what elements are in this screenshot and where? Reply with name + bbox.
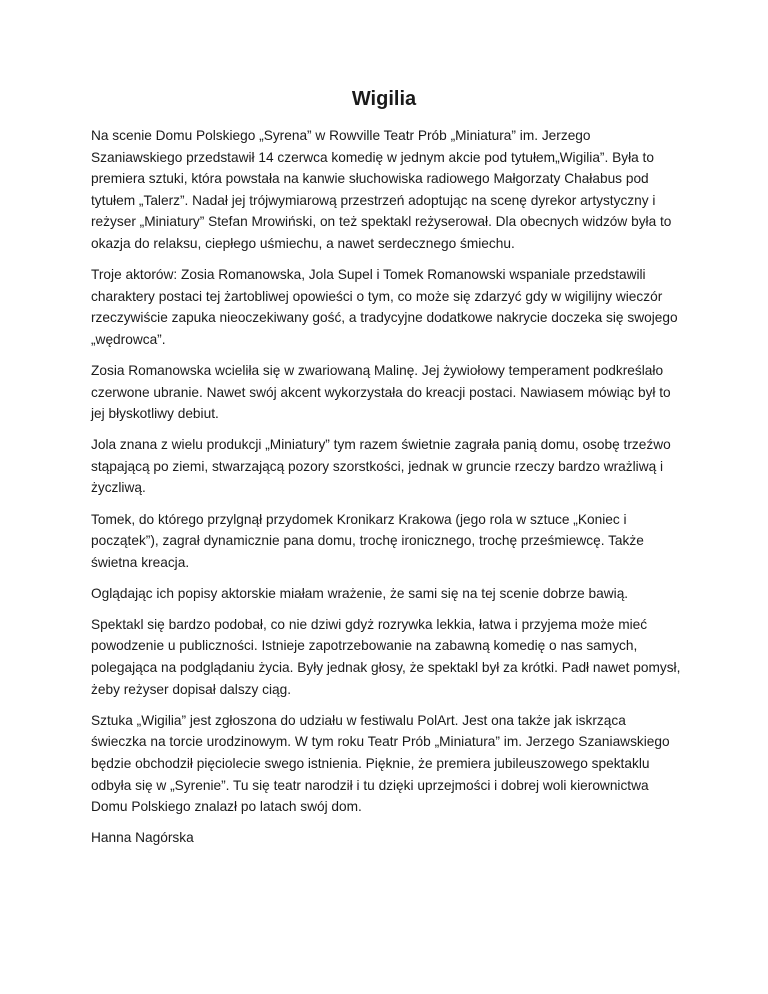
paragraph-6: Oglądając ich popisy aktorskie miałam wrażenie, że sami się na tej scenie dobrze bawią. [91, 585, 629, 601]
paragraph-8: Sztuka „Wigilia” jest zgłoszona do udziału w festiwalu PolArt. Jest ona także jak iskrząca świeczka na torcie urodzinowym. W tym roku Teatr Prób „Miniatura” im. Jerzego Szaniawskiego będzie obchodził pięciolecie swego istnienia. Pięknie, że premiera jubileuszowego spektaklu odbyła się w „Syrenie”. Tu się teatr narodził i tu dzięki uprzejmości i dobrej woli kierownictwa Domu Polskiego znalazł po latach swój dom. [91, 712, 670, 815]
paragraph-3: Zosia Romanowska wcieliła się w zwariowaną Malinę. Jej żywiołowy temperament podkreślało czerwone ubranie. Nawet swój akcent wykorzystała do kreacji postaci. Nawiasem mówiąc był to jej błyskotliwy debiut. [91, 362, 671, 422]
paragraph-2: Troje aktorów: Zosia Romanowska, Jola Supel i Tomek Romanowski wspaniale przedstawili charaktery postaci tej żartobliwej opowieści o tym, co może się zdarzyć gdy w wigilijny wieczór rzeczywiście zapuka nieoczekiwany gość, a tradycyjne dodatkowe nakrycie doczeka się swojego „wędrowca”. [91, 267, 678, 347]
paragraph-4: Jola znana z wielu produkcji „Miniatury” tym razem świetnie zagrała panią domu, osobę trzeźwo stąpającą po ziemi, stwarzającą pozory szorstkości, jednak w gruncie rzeczy bardzo wrażliwą i życzliwą. [91, 437, 671, 496]
paragraph-1: Na scenie Domu Polskiego „Syrena” w Rowville Teatr Prób „Miniatura” im. Jerzego Szaniawskiego przedstawił 14 czerwca komedię w jednym akcie pod tytułem„Wigilia”. Była to premiera sztuki, która powstała na kanwie słuchowiska radiowego Małgorzaty Chałabus pod tytułem „Talerz”. Nadał jej trójwymiarową przestrzeń adoptując na scenę dyrekor artystyczny i reżyser „Miniatury” Stefan Mrowiński, on też spektakl reżyserował. Dla obecnych widzów była to okazja do relaksu, ciepłego uśmiechu, a nawet serdecznego śmiechu. [91, 128, 672, 251]
author-signature: Hanna Nagórska [91, 830, 194, 846]
document-title: Wigilia [351, 88, 417, 110]
article-body [91, 125, 681, 849]
paragraph-7: Spektakl się bardzo podobał, co nie dziwi gdyż rozrywka lekkia, łatwa i przyjema może mieć powodzenie u publiczności. Istnieje zapotrzebowanie na zabawną komedię o nas samych, polegająca na podglądaniu życia. Były jednak głosy, że spektakl był za krótki. Padł nawet pomysł, żeby reżyser dopisał dalszy ciąg. [91, 616, 681, 697]
paragraph-5: Tomek, do którego przylgnął przydomek Kronikarz Krakowa (jego rola w sztuce „Koniec i początek”), zagrał dynamicznie pana domu, trochę ironicznego, trochę prześmiewcę. Także świetna kreacja. [91, 511, 644, 570]
